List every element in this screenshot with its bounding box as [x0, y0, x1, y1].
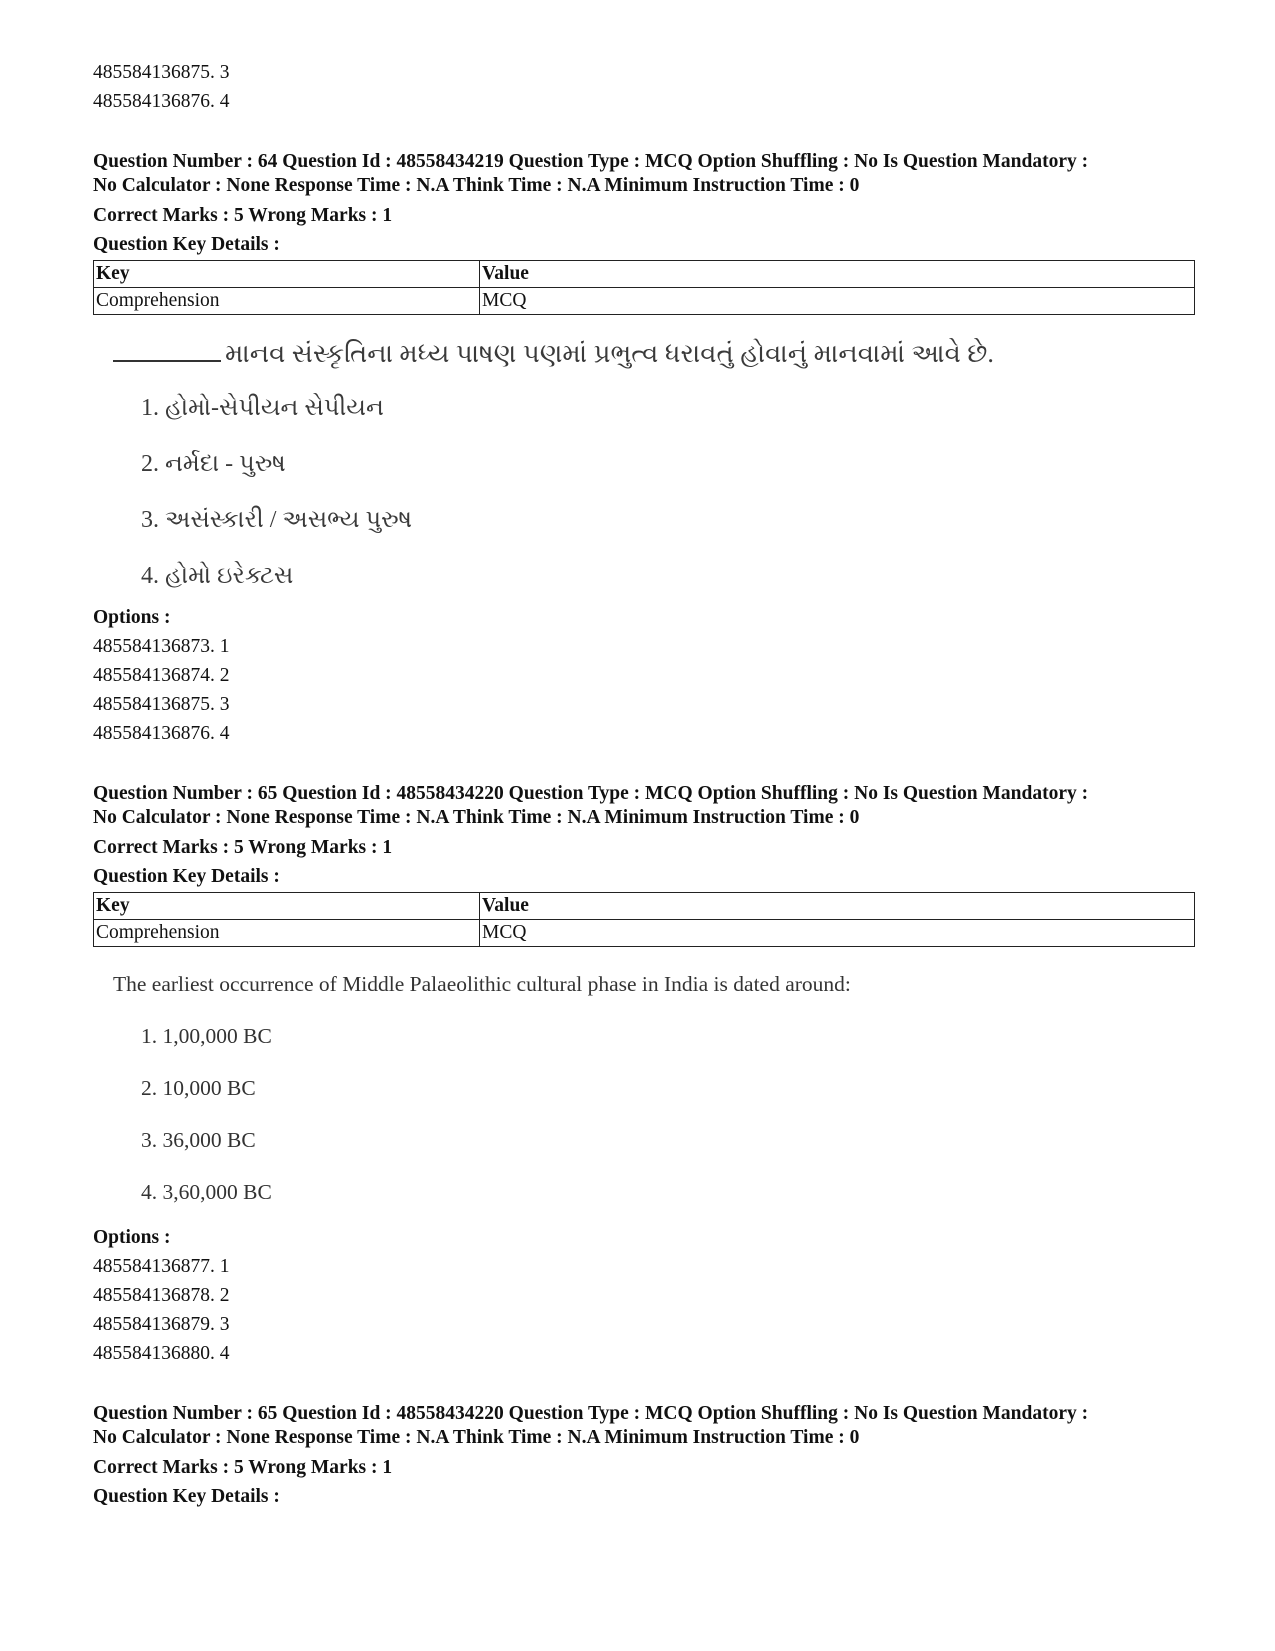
option-line: 485584136880. 4 [93, 1343, 230, 1364]
options-label: Options : [93, 607, 171, 628]
question-stem: The earliest occurrence of Middle Palaeolithic cultural phase in India is dated around: [113, 972, 851, 996]
option-line: 485584136875. 3 [93, 62, 230, 83]
key-details-label: Question Key Details : [93, 1486, 280, 1507]
option-line: 485584136876. 4 [93, 723, 230, 744]
key-details-label: Question Key Details : [93, 866, 280, 887]
choice: 4. હોમો ઇરેક્ટસ [141, 563, 294, 589]
fill-blank [113, 338, 221, 362]
option-line: 485584136876. 4 [93, 91, 230, 112]
table-header-value: Value [480, 261, 1195, 288]
table-header-key: Key [94, 893, 480, 920]
question-header-line2: No Calculator : None Response Time : N.A Think Time : N.A Minimum Instruction Time : 0 [93, 806, 860, 828]
option-line: 485584136873. 1 [93, 636, 230, 657]
question-header-line1: Question Number : 65 Question Id : 48558434220 Question Type : MCQ Option Shuffling : No Is Question Mandatory : [93, 783, 1089, 804]
choice: 2. નર્મદા - પુરુષ [141, 451, 286, 477]
choice: 1. હોમો-સેપીયન સેપીયન [141, 395, 384, 421]
question-content [93, 337, 1183, 593]
table-cell-value: MCQ [480, 920, 1195, 947]
table-header-value: Value [480, 893, 1195, 920]
option-line: 485584136877. 1 [93, 1256, 230, 1277]
choice: 2. 10,000 BC [141, 1076, 256, 1100]
question-header-line2: No Calculator : None Response Time : N.A Think Time : N.A Minimum Instruction Time : 0 [93, 174, 860, 196]
key-details-label: Question Key Details : [93, 234, 280, 255]
document-page [93, 58, 1183, 1511]
option-line: 485584136874. 2 [93, 665, 230, 686]
marks-line: Correct Marks : 5 Wrong Marks : 1 [93, 205, 393, 226]
table-cell-value: MCQ [480, 288, 1195, 315]
question-64 [93, 150, 1183, 748]
table-cell-key: Comprehension [94, 920, 480, 947]
key-details-table [93, 892, 1195, 947]
question-65-repeat [93, 1402, 1183, 1511]
marks-line: Correct Marks : 5 Wrong Marks : 1 [93, 1457, 393, 1478]
choice: 3. અસંસ્કારી / અસભ્ય પુરુષ [141, 507, 413, 533]
question-stem [113, 337, 1183, 371]
option-line: 485584136875. 3 [93, 694, 230, 715]
choice: 1. 1,00,000 BC [141, 1024, 272, 1048]
choice: 4. 3,60,000 BC [141, 1180, 272, 1204]
question-content [93, 971, 1183, 1205]
question-stem-text: માનવ સંસ્કૃતિના મધ્ય પાષણ પણમાં પ્રભુત્વ ધરાવતું હોવાનું માનવામાં આવે છે. [225, 339, 994, 368]
choice: 3. 36,000 BC [141, 1128, 256, 1152]
question-header-line2: No Calculator : None Response Time : N.A Think Time : N.A Minimum Instruction Time : 0 [93, 1426, 860, 1448]
question-header-line1: Question Number : 64 Question Id : 48558434219 Question Type : MCQ Option Shuffling : No Is Question Mandatory : [93, 151, 1089, 172]
question-65 [93, 782, 1183, 1368]
table-header-key: Key [94, 261, 480, 288]
option-line: 485584136878. 2 [93, 1285, 230, 1306]
table-cell-key: Comprehension [94, 288, 480, 315]
options-label: Options : [93, 1227, 171, 1248]
option-line: 485584136879. 3 [93, 1314, 230, 1335]
question-header-line1: Question Number : 65 Question Id : 48558434220 Question Type : MCQ Option Shuffling : No Is Question Mandatory : [93, 1403, 1089, 1424]
marks-line: Correct Marks : 5 Wrong Marks : 1 [93, 837, 393, 858]
key-details-table [93, 260, 1195, 315]
